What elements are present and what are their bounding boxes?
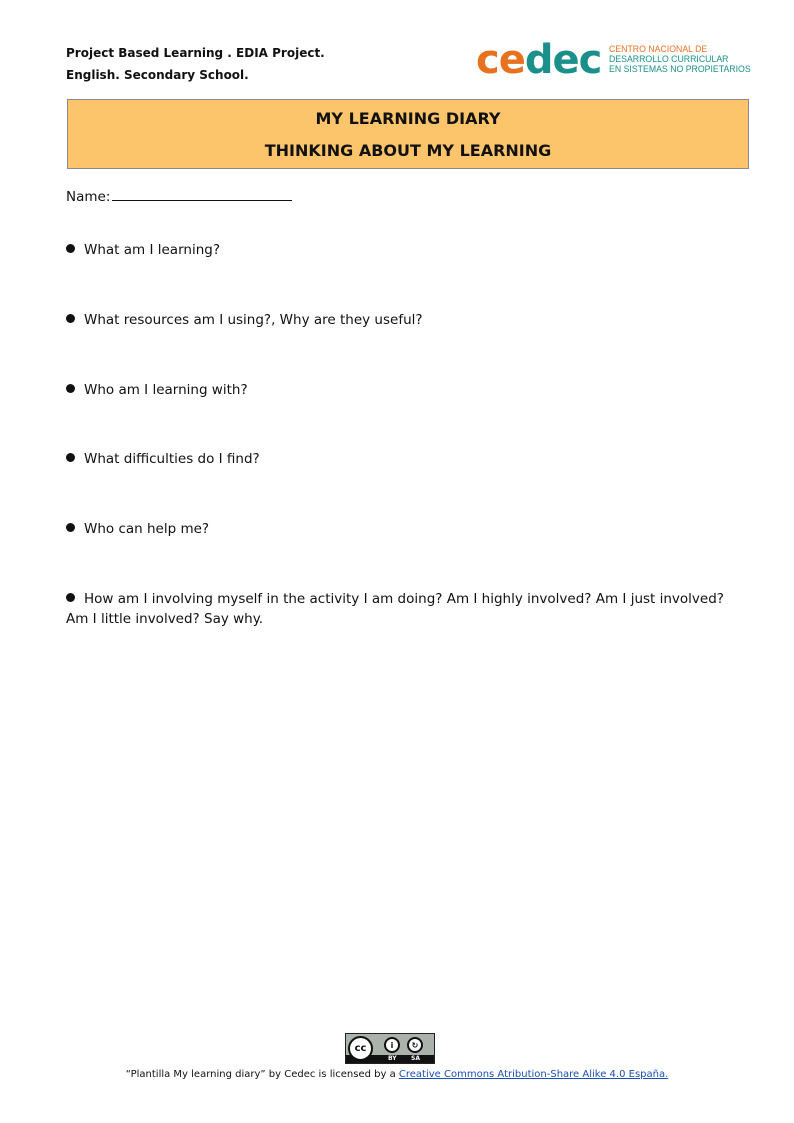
cedec-logo [476, 37, 763, 83]
name-blank-line[interactable] [112, 186, 292, 201]
cc-icon: cc [348, 1036, 373, 1061]
by-person-icon: i [384, 1037, 400, 1053]
bullet-icon [66, 593, 75, 602]
logo-wordmark: cedec [476, 37, 602, 83]
question-item [66, 519, 746, 539]
bullet-icon [66, 384, 75, 393]
header-line-course: English. Secondary School. [66, 68, 249, 82]
license-link[interactable]: Creative Commons Atribution-Share Alike 4.0 España. [398, 1069, 669, 1080]
question-text: What difficulties do I find? [84, 451, 260, 467]
question-text: What am I learning? [84, 242, 220, 258]
license-footer [0, 1069, 794, 1080]
bullet-icon [66, 314, 75, 323]
question-item [66, 449, 746, 469]
question-item [66, 240, 746, 260]
bullet-icon [66, 244, 75, 253]
question-text: How am I involving myself in the activity I am doing? Am I highly involved? Am I just involved? Am I little involved? Say why. [66, 591, 724, 627]
question-item [66, 310, 746, 330]
sa-share-alike-icon: ↻ [407, 1037, 423, 1053]
bullet-icon [66, 453, 75, 462]
document-header [66, 42, 325, 86]
title-line-2: THINKING ABOUT MY LEARNING [264, 141, 552, 160]
question-text: Who can help me? [84, 521, 210, 537]
cc-license-badge[interactable] [345, 1033, 435, 1064]
name-label: Name: [66, 189, 111, 205]
question-text: What resources am I using?, Why are they useful? [84, 312, 423, 328]
title-banner [67, 99, 749, 169]
by-label: BY [388, 1055, 397, 1062]
logo-subtitle: CENTRO NACIONAL DE DESARROLLO CURRICULAR EN SISTEMAS NO PROPIETARIOS [609, 44, 751, 75]
bullet-icon [66, 523, 75, 532]
question-text: Who am I learning with? [84, 382, 248, 398]
question-item [66, 589, 746, 629]
name-field-row [66, 186, 292, 205]
title-line-1: MY LEARNING DIARY [315, 109, 501, 128]
question-item [66, 380, 746, 400]
license-text: “Plantilla My learning diary” by Cedec is licensed by a [125, 1069, 399, 1080]
sa-label: SA [411, 1055, 420, 1062]
header-line-project: Project Based Learning . EDIA Project. [66, 46, 325, 60]
